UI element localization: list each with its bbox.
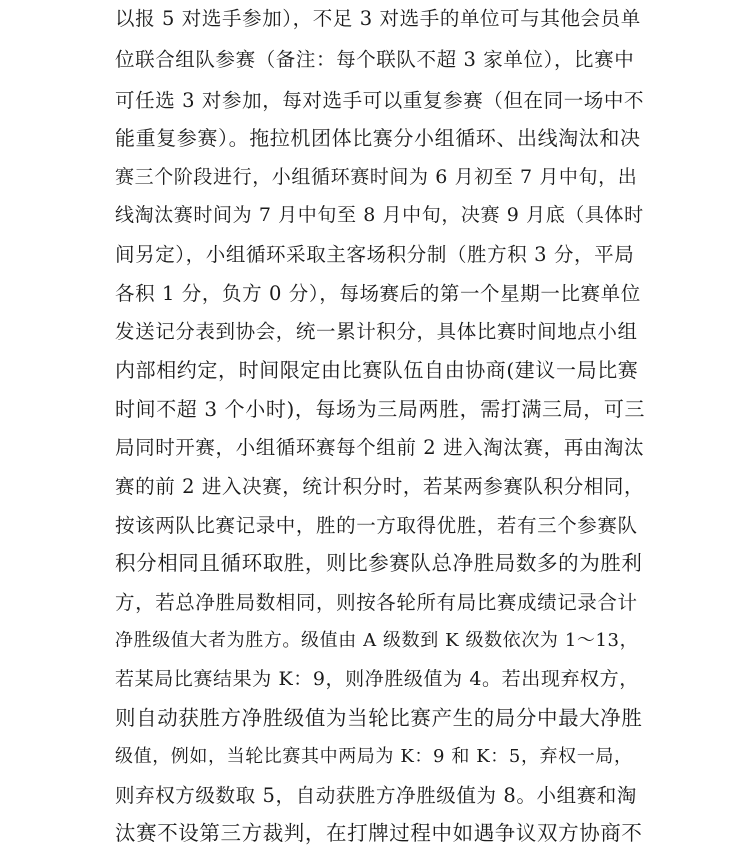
text-line: 积分相同且循环取胜，则比参赛队总净胜局数多的为胜利 [115,551,643,575]
text-line: 间另定），小组循环采取主客场积分制（胜方积 3 分，平局 [115,243,635,266]
text-line: 内部相约定，时间限定由比赛队伍自由协商(建议一局比赛 [115,358,639,382]
text-line: 若某局比赛结果为 K：9，则净胜级值为 4。若出现弃权方， [115,668,639,690]
text-line: 发送记分表到协会，统一累计积分，具体比赛时间地点小组 [115,320,638,343]
text-line: 方，若总净胜局数相同，则按各轮所有局比赛成绩记录合计 [115,591,638,614]
text-line: 则自动获胜方净胜级值为当轮比赛产生的局分中最大净胜 [115,706,643,730]
text-line: 时间不超 3 个小时)，每场为三局两胜，需打满三局，可三 [115,397,646,421]
text-line: 局同时开赛，小组循环赛每个组前 2 进入淘汰赛，再由淘汰 [115,436,645,459]
text-line: 汰赛不设第三方裁判，在打牌过程中如遇争议双方协商不 [115,821,643,845]
text-line: 以报 5 对选手参加），不足 3 对选手的单位可与其他会员单 [115,7,641,30]
text-line: 可任选 3 对参加，每对选手可以重复参赛（但在同一场中不 [115,89,645,112]
text-line: 级值，例如，当轮比赛其中两局为 K：9 和 K：5，弃权一局， [115,746,633,767]
text-line: 则弃权方级数取 5，自动获胜方净胜级值为 8。小组赛和淘 [115,784,638,807]
text-line: 按该两队比赛记录中，胜的一方取得优胜，若有三个参赛队 [115,514,638,537]
text-line: 线淘汰赛时间为 7 月中旬至 8 月中旬，决赛 9 月底（具体时 [115,204,644,226]
text-line: 赛三个阶段进行，小组循环赛时间为 6 月初至 7 月中旬，出 [115,166,638,188]
text-line: 能重复参赛）。拖拉机团体比赛分小组循环、出线淘汰和决 [115,126,641,150]
text-line: 各积 1 分，负方 0 分），每场赛后的第一个星期一比赛单位 [115,282,641,305]
text-line: 位联合组队参赛（备注：每个联队不超 3 家单位），比赛中 [115,48,635,71]
text-line: 赛的前 2 进入决赛，统计积分时，若某两参赛队积分相同， [115,475,645,498]
text-line: 净胜级值大者为胜方。级值由 A 级数到 K 级数依次为 1～13， [115,630,639,651]
